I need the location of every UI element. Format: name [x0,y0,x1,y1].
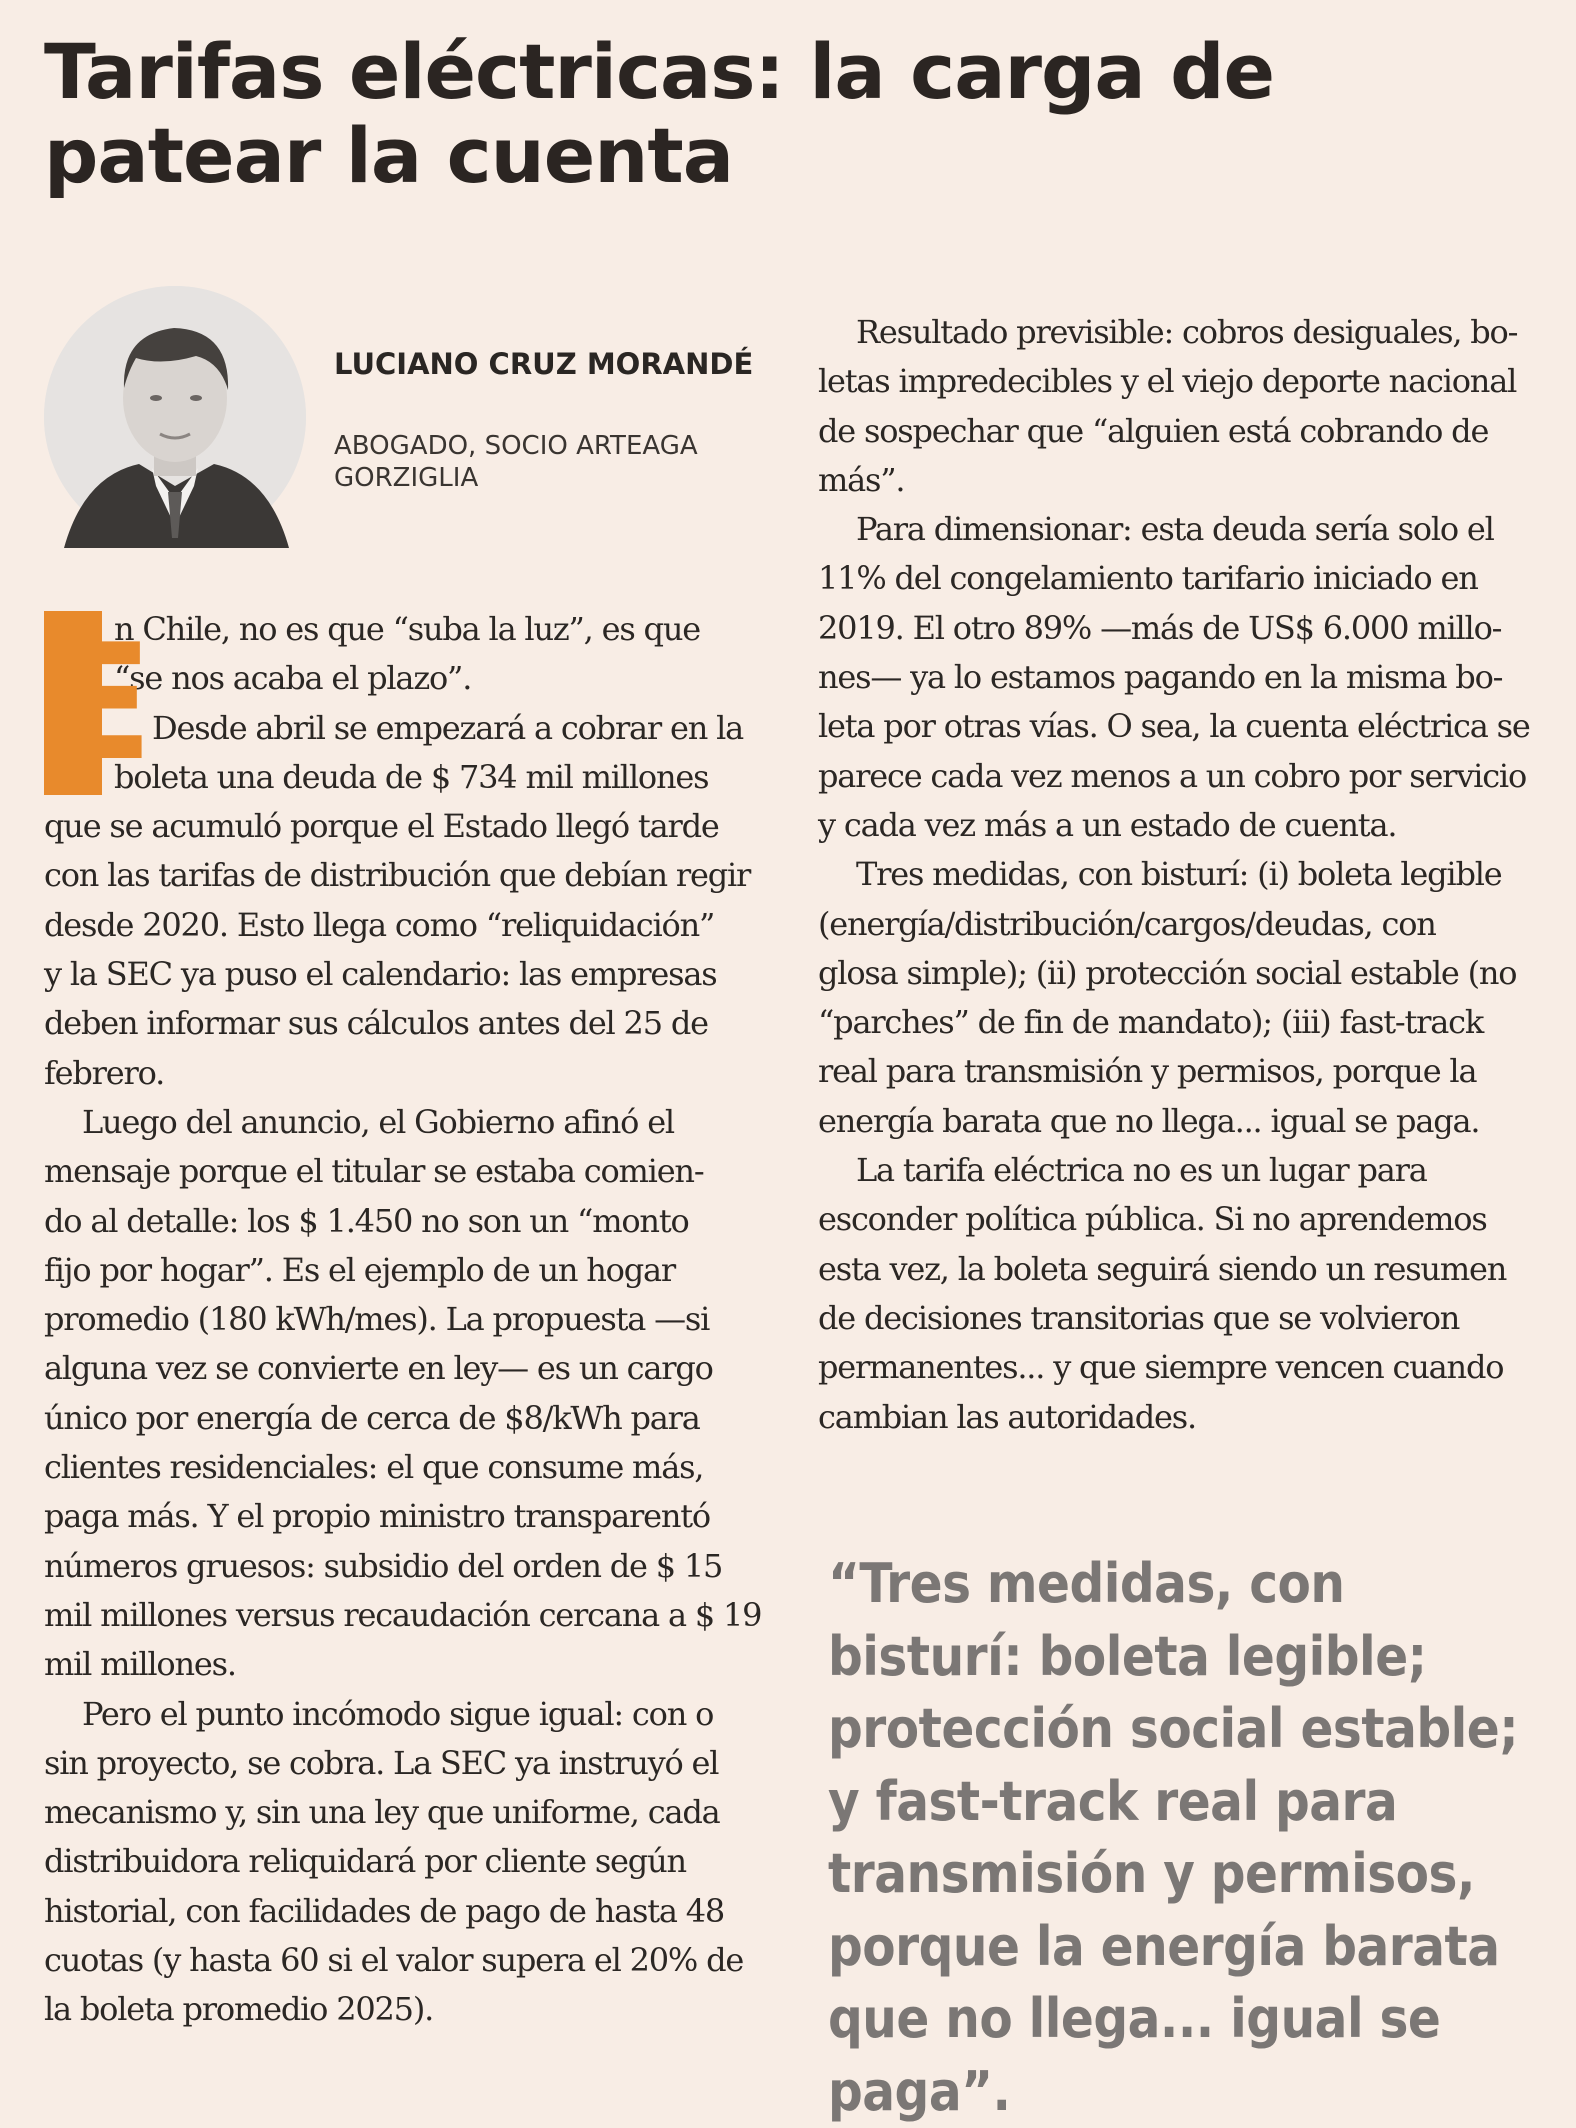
text-line: de decisiones transitorias que se volvieron [818,1298,1460,1337]
text-line: La tarifa eléctrica no es un lugar para [856,1151,1427,1190]
text-line: esconder política pública. Si no aprendemos [818,1200,1487,1239]
paragraph [818,1146,1558,1442]
text-line: paga más. Y el propio ministro transparentó [44,1497,710,1536]
text-line: deben informar sus cálculos antes del 25 de [44,1004,708,1043]
text-line: mil millones versus recaudación cercana a $ 19 [44,1595,762,1634]
text-line: clientes residenciales: el que consume más, [44,1448,704,1487]
text-line: único por energía de cerca de $8/kWh para [44,1398,700,1437]
text-line: que se acumuló porque el Estado llegó tarde [44,807,719,846]
drop-cap: E [44,609,153,796]
text-line: 2019. El otro 89% —más de US$ 6.000 millo- [818,608,1502,647]
text-line: febrero. [44,1053,165,1092]
text-line: nes— ya lo estamos pagando en la misma bo- [818,658,1503,697]
text-line: (energía/distribución/cargos/deudas, con [818,904,1436,943]
author-portrait-icon [44,286,306,548]
paragraph [44,1098,784,1690]
text-line: leta por otras vías. O sea, la cuenta eléctrica se [818,707,1530,746]
text-line: y la SEC ya puso el calendario: las empresas [44,955,717,994]
text-line: cambian las autoridades. [818,1397,1196,1436]
text-line: esta vez, la boleta seguirá siendo un resumen [818,1249,1507,1288]
text-line: Para dimensionar: esta deuda sería solo el [856,510,1494,549]
author-name: LUCIANO CRUZ MORANDÉ [334,347,754,381]
text-line: desde 2020. Esto llega como “reliquidación” [44,905,715,944]
text-line: n Chile, no es que “suba la luz”, es que [114,610,700,648]
text-line: do al detalle: los $ 1.450 no son un “monto [44,1201,689,1240]
text-line: Pero el punto incómodo sigue igual: con o [82,1694,714,1733]
text-line: glosa simple); (ii) protección social estable (no [818,953,1517,992]
pull-quote: “Tres medidas, con bisturí: boleta legible; protección social estable; y fast-track real para transmisión y permisos, porque la energía barata que no llega... igual se paga”. [828,1552,1519,2123]
text-line: “parches” de fin de mandato); (iii) fast-track [818,1003,1484,1042]
text-line: promedio (180 kWh/mes). La propuesta —si [44,1300,710,1339]
text-line: historial, con facilidades de pago de hasta 48 [44,1891,725,1930]
text-line: fijo por hogar”. Es el ejemplo de un hogar [44,1250,676,1289]
author-role: ABOGADO, SOCIO ARTEAGA GORZIGLIA [334,431,698,493]
paragraph [818,308,1558,505]
text-line: de sospechar que “alguien está cobrando de [818,411,1489,450]
text-line: mil millones. [44,1645,236,1684]
author-photo [44,286,306,548]
paragraph [114,704,784,803]
text-line: alguna vez se convierte en ley— es un cargo [44,1349,713,1388]
text-line: real para transmisión y permisos, porque la [818,1052,1477,1091]
text-line: con las tarifas de distribución que debían regir [44,856,751,895]
paragraph [818,505,1558,850]
headline: Tarifas eléctricas: la carga de patear la cuenta [44,27,1275,200]
text-line: sin proyecto, se cobra. La SEC ya instruyó el [44,1743,719,1782]
text-line: Desde abril se empezará a cobrar en la [152,708,744,747]
text-line: boleta una deuda de $ 734 mil millones [114,757,709,796]
text-line: números gruesos: subsidio del orden de $ 15 [44,1546,723,1585]
text-line: distribuidora reliquidará por cliente según [44,1842,686,1881]
text-line: permanentes... y que siempre vencen cuando [818,1348,1504,1387]
article-column-left [44,605,784,2035]
text-line: parece cada vez menos a un cobro por servicio [818,756,1527,795]
article-column-right [818,308,1558,1442]
text-line: Resultado previsible: cobros desiguales, bo- [856,313,1518,351]
text-line: 11% del congelamiento tarifario iniciado en [818,559,1478,598]
paragraph [818,850,1558,1146]
text-line: energía barata que no llega... igual se paga. [818,1101,1480,1140]
text-line: letas impredecibles y el viejo deporte nacional [818,362,1517,401]
text-line: más”. [818,460,905,499]
text-line: Tres medidas, con bisturí: (i) boleta legible [856,855,1502,894]
paragraph [44,802,784,1098]
text-line: mecanismo y, sin una ley que uniforme, cada [44,1793,720,1832]
text-line: y cada vez más a un estado de cuenta. [818,805,1397,844]
text-line: la boleta promedio 2025). [44,1990,434,2029]
text-line: “se nos acaba el plazo”. [114,659,472,698]
text-line: Luego del anuncio, el Gobierno afinó el [82,1102,674,1141]
text-line: mensaje porque el titular se estaba comien- [44,1152,704,1191]
text-line: cuotas (y hasta 60 si el valor supera el 20% de [44,1941,744,1980]
paragraph [44,1690,784,2035]
